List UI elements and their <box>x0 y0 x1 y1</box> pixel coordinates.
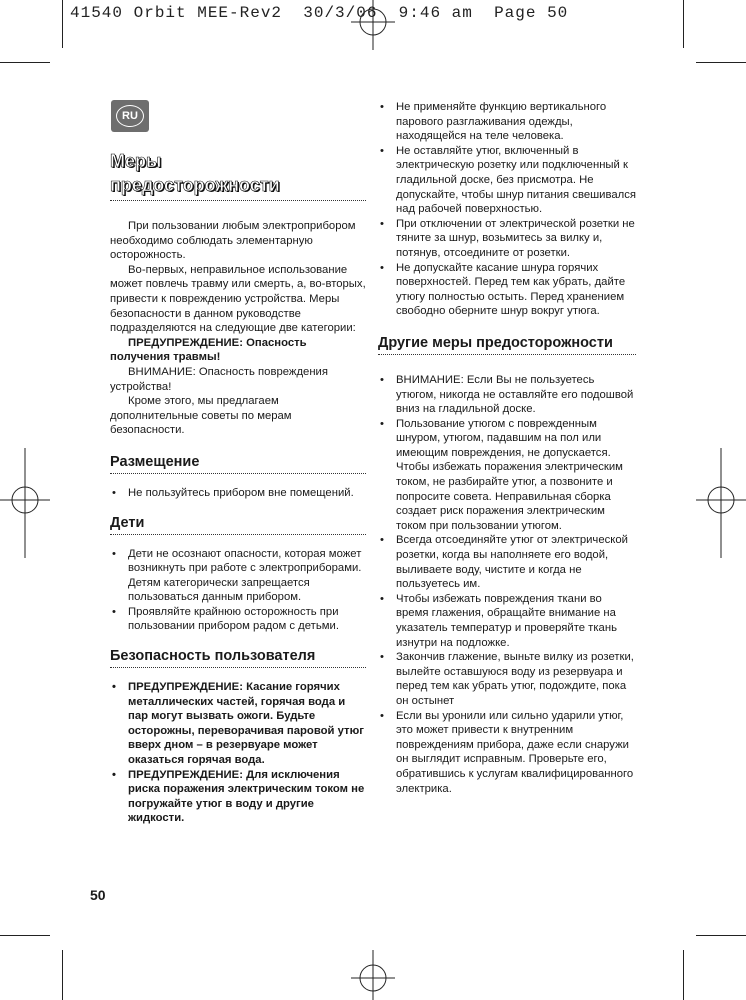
crop-mark <box>62 950 63 1000</box>
crop-mark <box>683 0 684 48</box>
left-column <box>110 219 366 826</box>
registration-mark-left <box>0 448 50 558</box>
caution-definition: ВНИМАНИЕ: Опасность повреждения устройства! <box>110 365 328 393</box>
section-heading-other-precautions: Другие меры предосторожности <box>378 334 636 355</box>
list-item: • ПРЕДУПРЕЖДЕНИЕ: Касание горячих металлических частей, горячая вода и пар могут вызвать ожоги. Будьте осторожны, переворачивая паровой утюг вверх дном – в резервуаре может оказаться горячая вода. <box>110 680 366 768</box>
language-badge-label: RU <box>116 105 144 127</box>
crop-mark <box>696 935 746 936</box>
intro-paragraph: Кроме этого, мы предлагаем дополнительные советы по мерам безопасности. <box>110 395 292 437</box>
list-item: • Дети не осознают опасности, которая может возникнуть при работе с электроприборами. Детям категорически запрещается пользоваться данным прибором. <box>110 547 366 605</box>
intro-paragraph: Во-первых, неправильное использование может повлечь травму или смерть, а, во-вторых, привести к повреждению устройства. Меры безопасности в данном руководстве подразделяются на следующие две категории: <box>110 263 366 335</box>
list-item: • Пользование утюгом с поврежденным шнуром, утюгом, падавшим на пол или имеющим повреждения, не допускается. Чтобы избежать поражения электрическим током, не разбирайте утюг, а позвоните и попросите совета. Неправильная сборка создает риск поражения электрическим током при пользовании утюгом. <box>378 417 636 534</box>
list-item: • Не оставляйте утюг, включенный в электрическую розетку или подключенный к гладильной доске, без присмотра. Не допускайте, чтобы шнур питания свешивался над рабочей поверхностью. <box>378 144 636 217</box>
right-top-list <box>378 100 636 319</box>
list-item: • ПРЕДУПРЕЖДЕНИЕ: Для исключения риска поражения электрическим током не погружайте утюг в воду и другие жидкости. <box>110 768 366 826</box>
section-heading-placement: Размещение <box>110 453 366 474</box>
registration-mark-right <box>696 448 746 558</box>
page-title <box>110 149 366 197</box>
user-safety-list <box>110 680 366 826</box>
list-item: • ВНИМАНИЕ: Если Вы не пользуетесь утюгом, никогда не оставляйте его подошвой вниз на гладильной доске. <box>378 373 636 417</box>
warning-definition: ПРЕДУПРЕЖДЕНИЕ: Опасность получения травмы! <box>110 336 307 364</box>
page-number: 50 <box>90 887 106 903</box>
crop-mark <box>683 950 684 1000</box>
crop-mark <box>0 62 50 63</box>
intro-paragraph: При пользовании любым электроприбором необходимо соблюдать элементарную осторожность. <box>110 220 356 262</box>
registration-mark-top <box>343 0 403 50</box>
title-divider <box>110 200 366 201</box>
right-column <box>378 100 636 796</box>
list-item: • Не применяйте функцию вертикального парового разглаживания одежды, находящейся на теле человека. <box>378 100 636 144</box>
children-list <box>110 547 366 635</box>
page-title-line1: Меры <box>110 151 162 171</box>
list-item: • Чтобы избежать повреждения ткани во время глажения, обращайте внимание на указатель температур и проверяйте ткань изнутри на подложке. <box>378 592 636 650</box>
crop-mark <box>0 935 50 936</box>
section-heading-user-safety: Безопасность пользователя <box>110 647 366 668</box>
crop-mark <box>62 0 63 48</box>
section-heading-children: Дети <box>110 514 366 535</box>
list-item: • При отключении от электрической розетки не тяните за шнур, возьмитесь за вилку и, потянув, отсоедините от розетки. <box>378 217 636 261</box>
placement-list <box>110 486 366 501</box>
registration-mark-bottom <box>343 950 403 1000</box>
list-item: • Не допускайте касание шнура горячих поверхностей. Перед тем как убрать, дайте утюгу полностью остыть. Перед хранением свободно оберните шнур вокруг утюга. <box>378 261 636 319</box>
list-item: • Проявляйте крайнюю осторожность при пользовании прибором радом с детьми. <box>110 605 366 634</box>
list-item: • Закончив глажение, выньте вилку из розетки, вылейте оставшуюся воду из резервуара и перед тем как убрать утюг, подождите, пока он остынет <box>378 650 636 708</box>
print-slug: 41540 Orbit MEE-Rev2 30/3/06 9:46 am Page 50 <box>70 4 569 22</box>
crop-mark <box>696 62 746 63</box>
list-item: • Если вы уронили или сильно ударили утюг, это может привести к внутренним повреждениям прибора, даже если снаружи он выглядит исправным. Проверьте его, обратившись к услугам квалифицированного электрика. <box>378 709 636 797</box>
language-badge <box>111 100 149 132</box>
page-title-line2: предосторожности <box>110 175 280 195</box>
list-item: • Всегда отсоединяйте утюг от электрической розетки, когда вы наполняете его водой, выливаете воду, чистите и когда не пользуетесь им. <box>378 533 636 591</box>
other-precautions-list <box>378 373 636 796</box>
list-item: • Не пользуйтесь прибором вне помещений. <box>110 486 366 501</box>
